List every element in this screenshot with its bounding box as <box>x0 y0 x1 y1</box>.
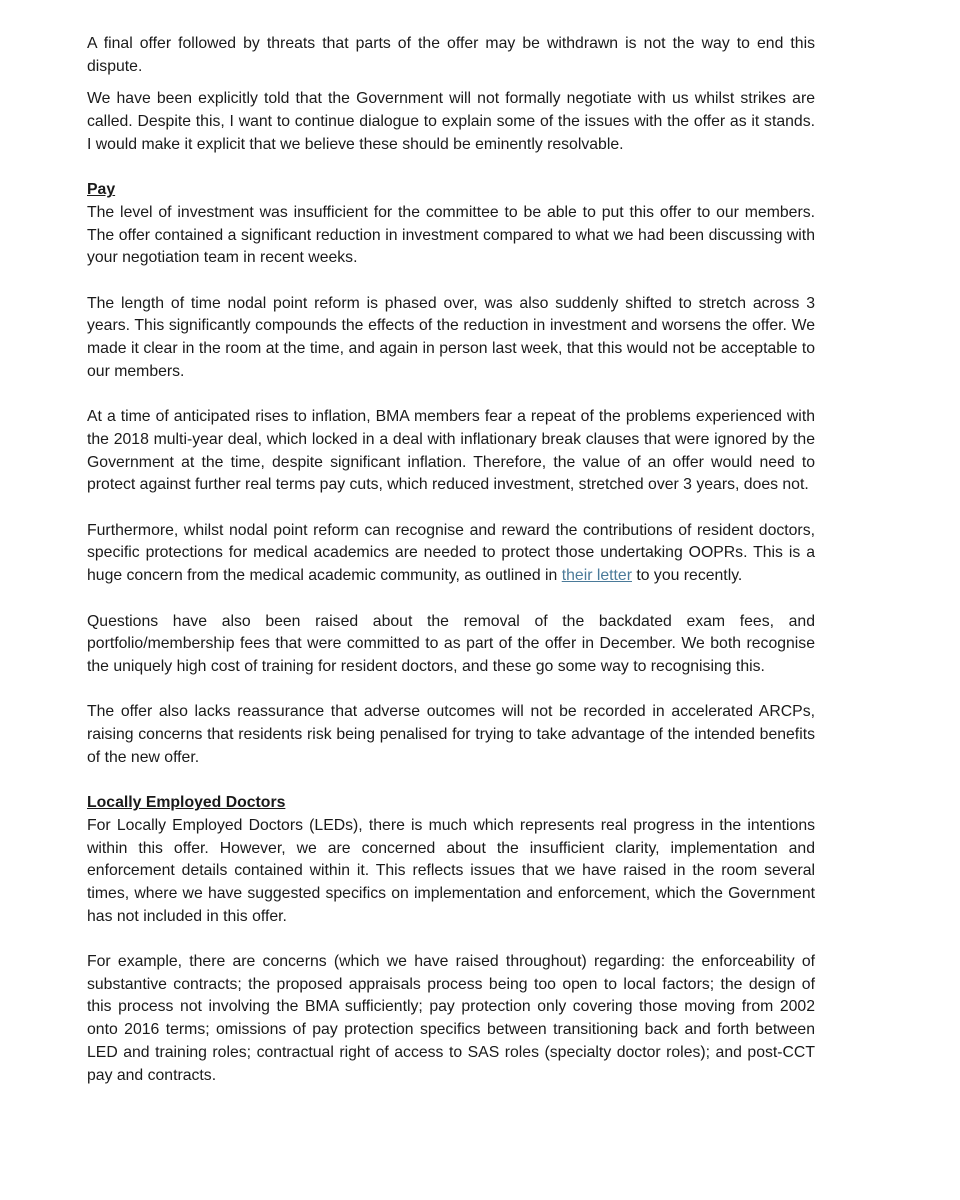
letter-page <box>87 33 815 1087</box>
pay-paragraph-1: The level of investment was insufficient for the committee to be able to put this offer to our members. The offer contained a significant reduction in investment compared to what we had been discussing with your negotiation team in recent weeks. <box>87 203 815 267</box>
intro-paragraph-2: We have been explicitly told that the Government will not formally negotiate with us whilst strikes are called. Despite this, I want to continue dialogue to explain some of the issues with the offer as it stands. I would make it explicit that we believe these should be eminently resolvable. <box>87 90 815 153</box>
pay-paragraph-5: Questions have also been raised about the removal of the backdated exam fees, and portfolio/membership fees that were committed to as part of the offer in December. We both recognise the uniquely high cost of training for resident doctors, and these go some way to recognising this. <box>87 612 815 675</box>
section-heading-led: Locally Employed Doctors <box>87 794 286 812</box>
pay-paragraph-4-text-b: to you recently. <box>631 567 743 585</box>
pay-paragraph-4-text-a: Furthermore, whilst nodal point reform can recognise and reward the contributions of resident doctors, specific protections for medical academics are needed to protect those undertaking OOPRs. This is a huge concern from the medical academic community, as outlined in <box>87 521 815 585</box>
pay-paragraph-2: The length of time nodal point reform is phased over, was also suddenly shifted to stretch across 3 years. This significantly compounds the effects of the reduction in investment and worsens the offer. We made it clear in the room at the time, and again in person last week, that this would not be acceptable to our members. <box>87 294 815 380</box>
their-letter-link[interactable]: their letter <box>561 567 632 585</box>
intro-paragraph-1: A final offer followed by threats that parts of the offer may be withdrawn is not the way to end this dispute. <box>87 35 815 75</box>
section-heading-pay: Pay <box>87 181 116 199</box>
pay-paragraph-4 <box>87 520 815 588</box>
pay-paragraph-6: The offer also lacks reassurance that adverse outcomes will not be recorded in accelerated ARCPs, raising concerns that residents risk being penalised for trying to take advantage of the intended benefits of the new offer. <box>87 703 815 766</box>
led-paragraph-1: For Locally Employed Doctors (LEDs), there is much which represents real progress in the intentions within this offer. However, we are concerned about the insufficient clarity, implementation and enforcement details contained within it. This reflects issues that we have raised in the room several times, where we have suggested specifics on implementation and enforcement, which the Government has not included in this offer. <box>87 816 815 925</box>
pay-paragraph-3: At a time of anticipated rises to inflation, BMA members fear a repeat of the problems experienced with the 2018 multi-year deal, which locked in a deal with inflationary break clauses that were ignored by the Government at the time, despite significant inflation. Therefore, the value of an offer would need to protect against further real terms pay cuts, which reduced investment, stretched over 3 years, does not. <box>87 408 815 494</box>
led-paragraph-2: For example, there are concerns (which we have raised throughout) regarding: the enforceability of substantive contracts; the proposed appraisals process being too open to local factors; the design of this process not involving the BMA sufficiently; pay protection only covering those moving from 2002 onto 2016 terms; omissions of pay protection specifics between transitioning back and forth between LED and training roles; contractual right of access to SAS roles (specialty doctor roles); and post-CCT pay and contracts. <box>87 953 815 1084</box>
